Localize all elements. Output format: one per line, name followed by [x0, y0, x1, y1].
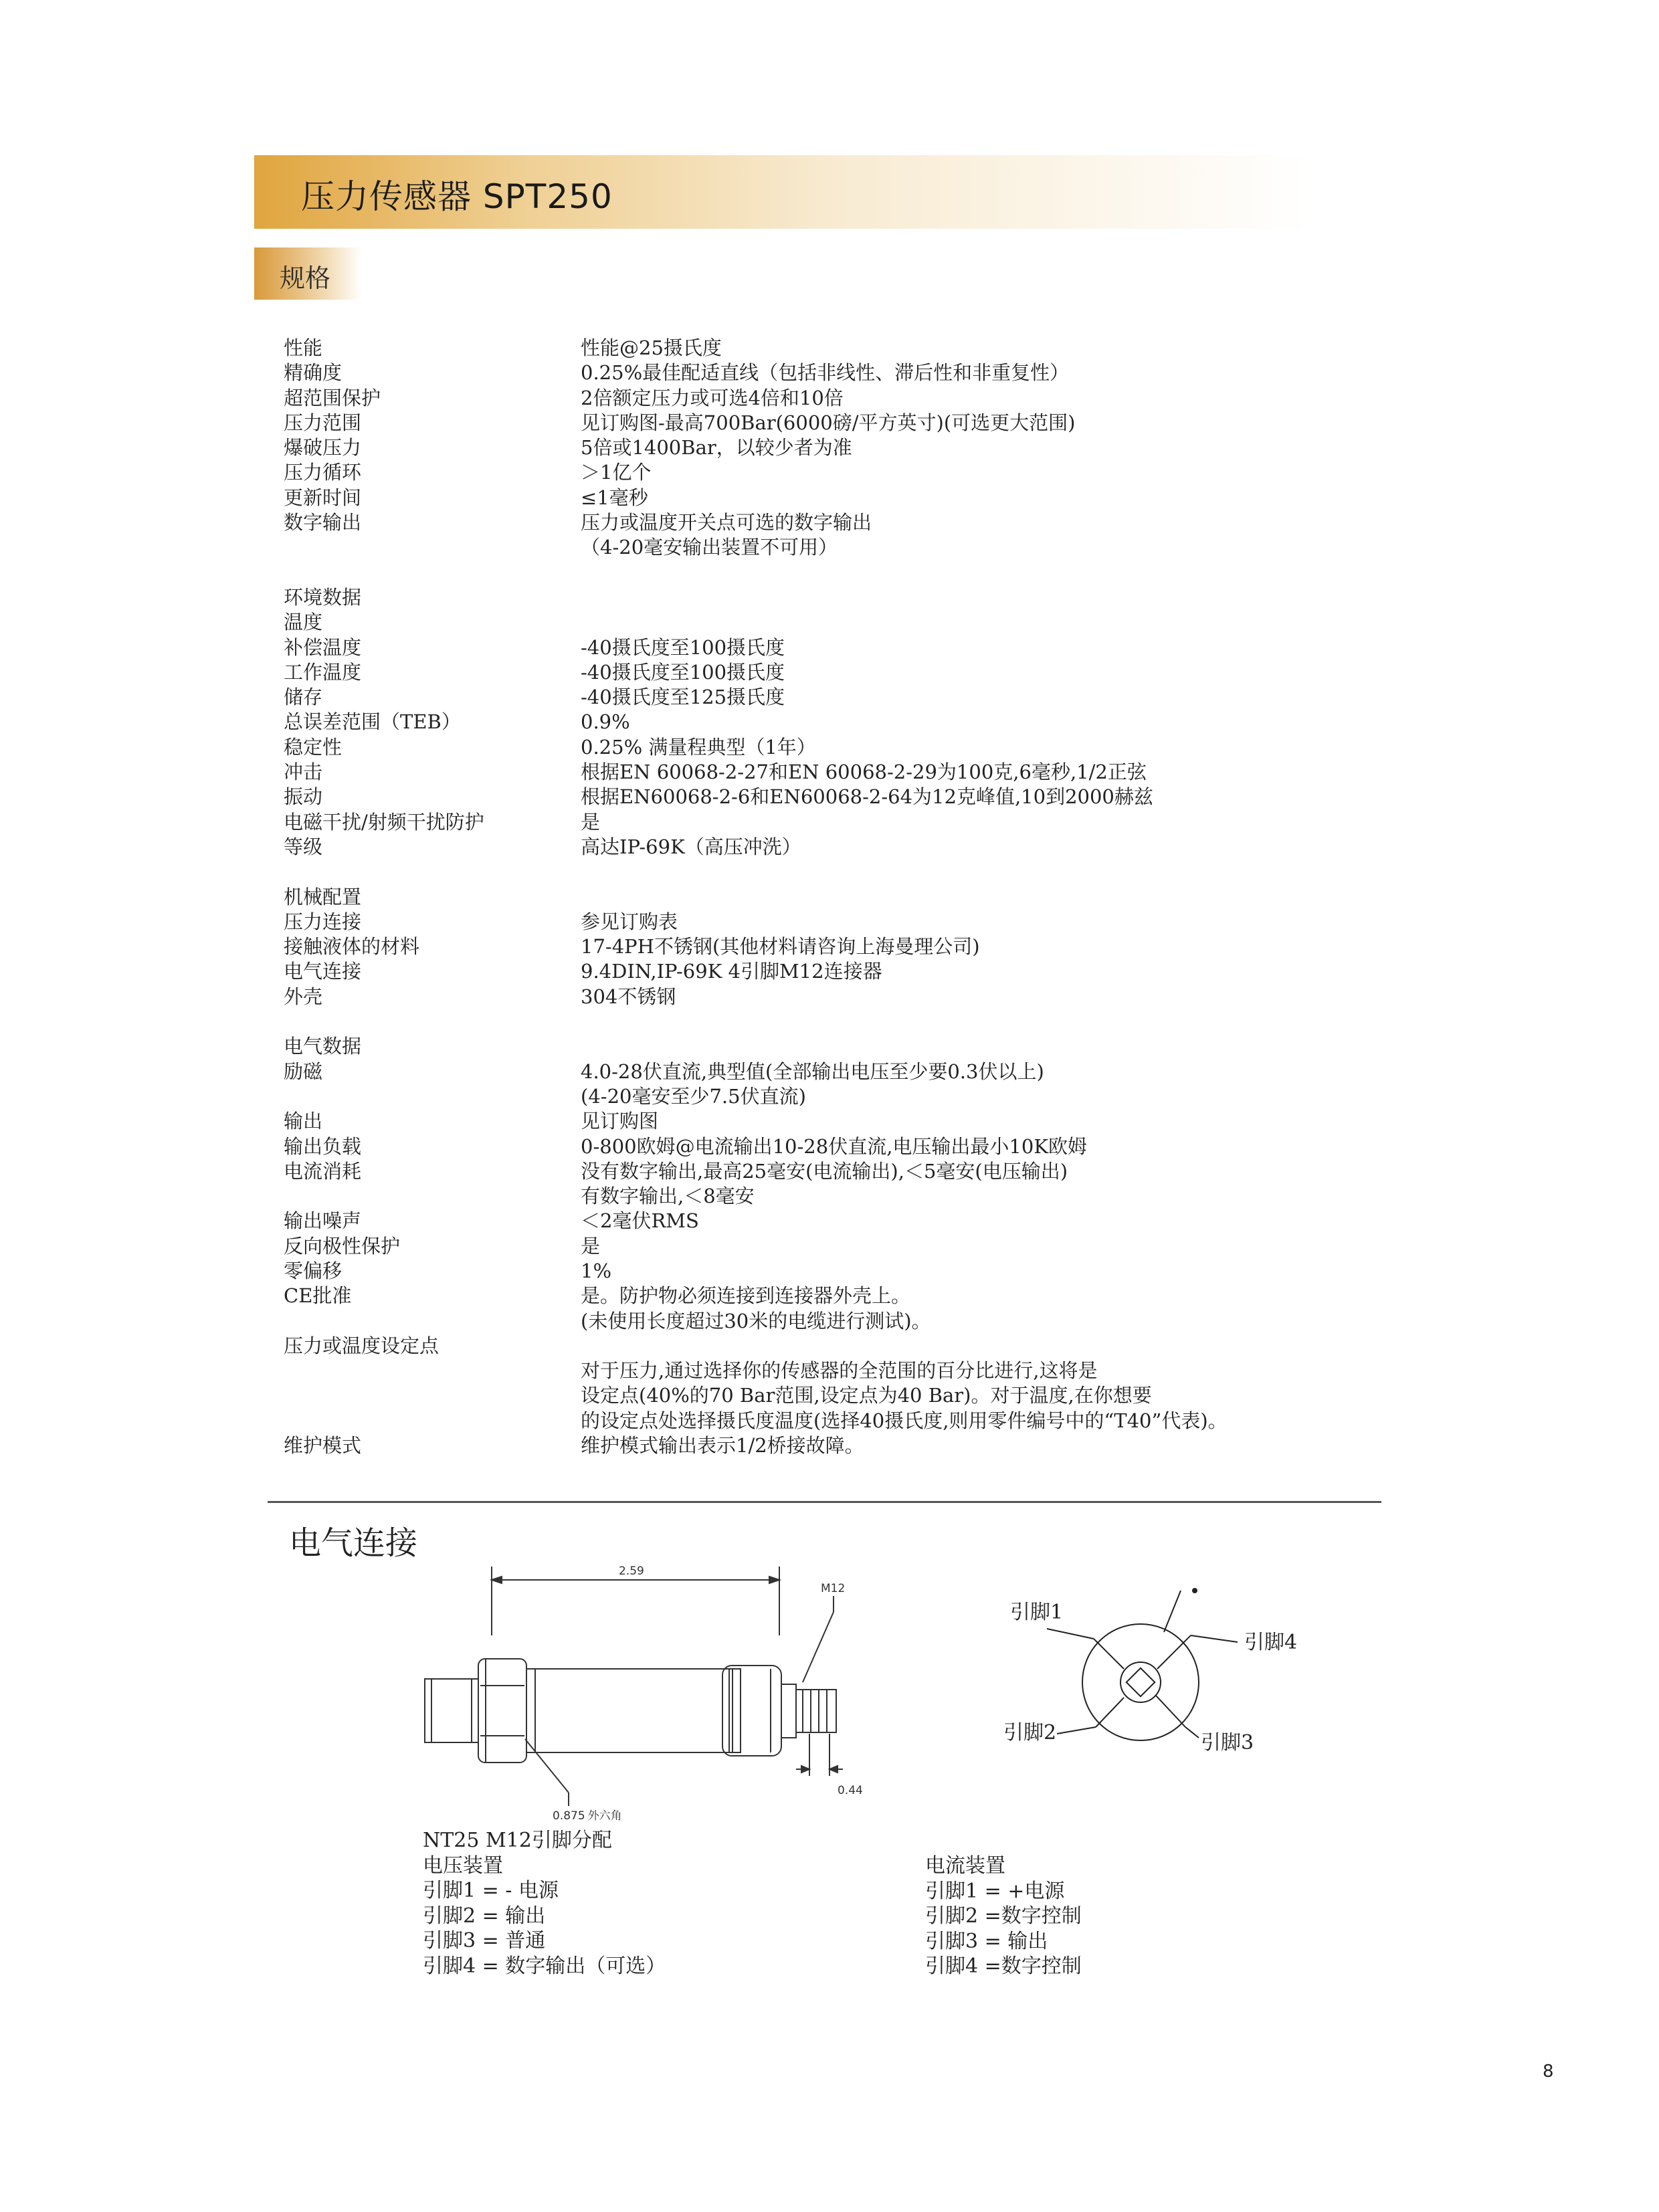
spec-label: 电磁干扰/射频干扰防护 [284, 810, 484, 833]
pin3-label: 引脚3 [1201, 1731, 1254, 1754]
spec-row [284, 1009, 1367, 1034]
voltage-pin-assignment [423, 1828, 666, 1979]
section-divider [268, 1501, 1381, 1503]
voltage-pin-2: 引脚2 = 输出 [423, 1904, 546, 1928]
spec-value: 见订购图 [581, 1110, 659, 1133]
spec-label: 输出 [284, 1110, 323, 1133]
spec-value: 是 [581, 810, 601, 833]
title-bar [254, 155, 1311, 229]
spec-row [284, 835, 1367, 860]
spec-label: 超范围保护 [284, 386, 381, 409]
spec-row [284, 635, 1367, 660]
spec-row [284, 1034, 1367, 1059]
spec-value [581, 1334, 1367, 1359]
spec-value: ＞1亿个 [581, 461, 652, 484]
spec-value: 参见订购表 [581, 910, 678, 933]
length-label: 2.59 [619, 1565, 644, 1578]
spec-value: 2倍额定压力或可选4倍和10倍 [581, 386, 844, 409]
spec-label [284, 1409, 581, 1433]
spec-row [284, 386, 1367, 411]
pin-diagram [997, 1572, 1304, 1773]
spec-row [284, 660, 1367, 685]
spec-value: 是 [581, 1234, 601, 1258]
spec-label: 外壳 [284, 985, 323, 1008]
spec-row [284, 1334, 1367, 1359]
spec-value: （4-20毫安输出装置不可用） [581, 536, 838, 559]
spec-value: 对于压力,通过选择你的传感器的全范围的百分比进行,这将是 [581, 1359, 1098, 1383]
spec-row [284, 785, 1367, 809]
spec-label: 输出负载 [284, 1134, 362, 1158]
spec-label: 反向极性保护 [284, 1234, 401, 1258]
spec-row [284, 885, 1367, 910]
section-title: 规格 [280, 264, 331, 293]
spec-label [284, 1009, 581, 1034]
section-bar [254, 247, 361, 300]
offset-label: 0.44 [838, 1784, 863, 1797]
spec-value: 维护模式输出表示1/2桥接故障。 [581, 1434, 864, 1457]
spec-label: 机械配置 [284, 885, 362, 908]
spec-row [284, 1259, 1367, 1284]
page-number: 8 [1543, 2062, 1554, 2082]
connector-label: M12 [821, 1582, 846, 1595]
spec-label [284, 1084, 581, 1109]
spec-label: 压力范围 [284, 411, 362, 434]
spec-row [284, 1433, 1367, 1458]
spec-value: 的设定点处选择摄氏度温度(选择40摄氏度,则用零件编号中的“T40”代表)。 [581, 1409, 1228, 1432]
spec-label [284, 1309, 581, 1334]
spec-label: 压力或温度设定点 [284, 1334, 440, 1357]
spec-label [284, 535, 581, 560]
spec-label: 稳定性 [284, 735, 343, 759]
current-pin-3: 引脚3 = 输出 [925, 1929, 1048, 1953]
spec-row [284, 1409, 1367, 1433]
spec-table [284, 336, 1367, 1458]
spec-label: 电气连接 [284, 960, 362, 983]
spec-row [284, 1234, 1367, 1259]
current-pin-assignment [925, 1853, 1082, 1979]
spec-value: 性能@25摄氏度 [581, 336, 722, 359]
spec-row [284, 1184, 1367, 1209]
spec-row [284, 585, 1367, 610]
spec-label: 温度 [284, 611, 323, 634]
spec-value [581, 860, 1367, 884]
spec-value: 见订购图-最高700Bar(6000磅/平方英寸)(可选更大范围) [581, 411, 1076, 434]
spec-row [284, 934, 1367, 959]
spec-row [284, 710, 1367, 734]
spec-row [284, 1284, 1367, 1308]
spec-value: 根据EN60068-2-6和EN60068-2-64为12克峰值,10到2000赫兹 [581, 785, 1153, 809]
spec-value: -40摄氏度至100摄氏度 [581, 635, 785, 659]
spec-value [581, 1034, 1367, 1059]
spec-row [284, 735, 1367, 760]
spec-value: 17-4PH不锈钢(其他材料请咨询上海曼理公司) [581, 935, 980, 959]
spec-label: 储存 [284, 686, 323, 709]
voltage-pin-1: 引脚1 = - 电源 [423, 1879, 559, 1902]
voltage-pin-4: 引脚4 = 数字输出（可选） [423, 1954, 666, 1978]
spec-value [581, 585, 1367, 610]
spec-label [284, 860, 581, 884]
spec-label: CE批准 [284, 1284, 352, 1308]
spec-value: ≤1毫秒 [581, 486, 648, 509]
spec-row [284, 910, 1367, 934]
spec-row [284, 1109, 1367, 1134]
spec-label [284, 1184, 581, 1209]
spec-label: 更新时间 [284, 486, 362, 509]
spec-label: 等级 [284, 835, 323, 858]
spec-label: 振动 [284, 785, 323, 809]
spec-label: 冲击 [284, 761, 323, 784]
spec-row [284, 336, 1367, 361]
pin2-label: 引脚2 [1003, 1721, 1057, 1744]
spec-row [284, 760, 1367, 785]
pin1-label: 引脚1 [1010, 1601, 1064, 1624]
spec-row [284, 1084, 1367, 1109]
spec-label: 压力循环 [284, 461, 362, 484]
spec-row [284, 510, 1367, 535]
spec-value: 是。防护物必须连接到连接器外壳上。 [581, 1284, 911, 1308]
current-pin-2: 引脚2 =数字控制 [925, 1904, 1082, 1928]
spec-label: 维护模式 [284, 1434, 362, 1457]
spec-label: 总误差范围（TEB） [284, 710, 461, 734]
spec-row [284, 460, 1367, 485]
assignment-title: NT25 M12引脚分配 [423, 1829, 612, 1852]
page-title: 压力传感器 SPT250 [301, 177, 613, 216]
current-pin-4: 引脚4 =数字控制 [925, 1954, 1082, 1978]
spec-row [284, 486, 1367, 510]
spec-row [284, 1383, 1367, 1408]
spec-value: 根据EN 60068-2-27和EN 60068-2-29为100克,6毫秒,1/2正弦 [581, 761, 1147, 784]
spec-label: 输出噪声 [284, 1209, 362, 1233]
spec-row [284, 535, 1367, 560]
spec-row [284, 610, 1367, 635]
spec-value: 0.25% 满量程典型（1年） [581, 735, 816, 759]
spec-label: 补偿温度 [284, 635, 362, 659]
spec-row [284, 959, 1367, 984]
spec-value [581, 1009, 1367, 1034]
spec-value: 设定点(40%的70 Bar范围,设定点为40 Bar)。对于温度,在你想要 [581, 1384, 1152, 1407]
voltage-pin-3: 引脚3 = 普通 [423, 1929, 546, 1952]
spec-label [284, 1383, 581, 1408]
spec-value: 没有数字输出,最高25毫安(电流输出),＜5毫安(电压输出) [581, 1159, 1068, 1183]
sensor-drawing [401, 1559, 896, 1826]
spec-label: 精确度 [284, 361, 343, 385]
spec-row [284, 561, 1367, 585]
spec-value [581, 610, 1367, 635]
spec-value: 1% [581, 1259, 612, 1282]
spec-label: 爆破压力 [284, 436, 362, 460]
spec-value [581, 561, 1367, 585]
spec-value: (未使用长度超过30米的电缆进行测试)。 [581, 1309, 931, 1332]
spec-label [284, 561, 581, 585]
spec-value: 304不锈钢 [581, 985, 676, 1008]
spec-label: 工作温度 [284, 660, 362, 684]
spec-row [284, 1134, 1367, 1159]
spec-value: 9.4DIN,IP-69K 4引脚M12连接器 [581, 960, 882, 983]
spec-row [284, 810, 1367, 835]
spec-value: 有数字输出,＜8毫安 [581, 1185, 755, 1208]
spec-row [284, 1359, 1367, 1383]
spec-value: 高达IP-69K（高压冲洗） [581, 835, 801, 858]
spec-label: 电气数据 [284, 1035, 362, 1058]
spec-value [581, 885, 1367, 910]
electrical-heading: 电气连接 [289, 1524, 418, 1562]
spec-row [284, 411, 1367, 435]
spec-label: 接触液体的材料 [284, 935, 420, 959]
spec-value: 5倍或1400Bar，以较少者为准 [581, 436, 852, 460]
spec-label: 性能 [284, 336, 323, 359]
spec-row [284, 361, 1367, 385]
spec-value: 0.9% [581, 710, 630, 734]
spec-row [284, 1309, 1367, 1334]
spec-value: ＜2毫伏RMS [581, 1209, 699, 1233]
spec-label: 电流消耗 [284, 1159, 362, 1183]
voltage-title: 电压装置 [423, 1853, 503, 1878]
spec-label: 励磁 [284, 1060, 323, 1083]
spec-value: (4-20毫安至少7.5伏直流) [581, 1084, 806, 1108]
spec-label [284, 1359, 581, 1383]
spec-row [284, 985, 1367, 1009]
current-title: 电流装置 [925, 1854, 1005, 1878]
spec-row [284, 1159, 1367, 1184]
spec-row [284, 860, 1367, 884]
pin-dot [1192, 1588, 1197, 1593]
spec-value: 0.25%最佳配适直线（包括非线性、滞后性和非重复性） [581, 361, 1070, 385]
current-pin-1: 引脚1 = +电源 [925, 1879, 1065, 1903]
spec-value: -40摄氏度至125摄氏度 [581, 686, 785, 709]
hex-label: 0.875 外六角 [553, 1809, 622, 1823]
spec-value: 0-800欧姆@电流输出10-28伏直流,电压输出最小10K欧姆 [581, 1134, 1087, 1158]
spec-label: 环境数据 [284, 585, 362, 609]
spec-row [284, 685, 1367, 710]
pin4-label: 引脚4 [1244, 1631, 1298, 1654]
spec-label: 零偏移 [284, 1259, 343, 1282]
spec-value: -40摄氏度至100摄氏度 [581, 660, 785, 684]
spec-row [284, 435, 1367, 460]
spec-label: 压力连接 [284, 910, 362, 933]
spec-label: 数字输出 [284, 511, 362, 534]
spec-row [284, 1060, 1367, 1084]
spec-value: 4.0-28伏直流,典型值(全部输出电压至少要0.3伏以上) [581, 1060, 1044, 1083]
spec-row [284, 1209, 1367, 1233]
spec-value: 压力或温度开关点可选的数字输出 [581, 511, 872, 534]
